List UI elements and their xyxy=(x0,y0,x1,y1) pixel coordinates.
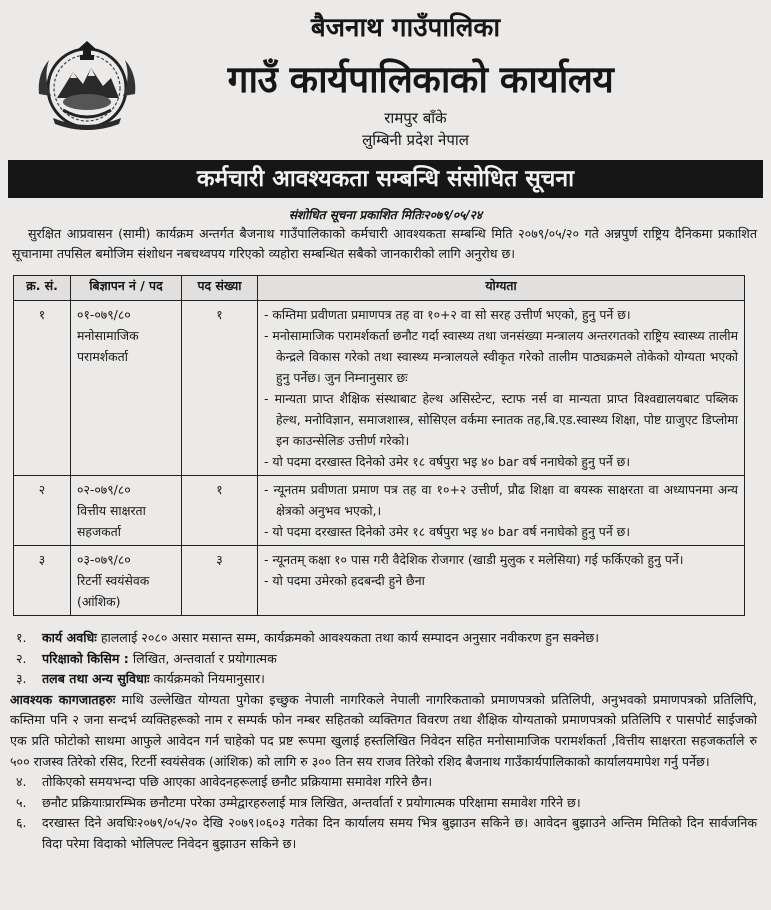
notice-title-banner xyxy=(8,160,763,198)
note-number: ६. xyxy=(16,815,27,831)
note-text: छनौट प्रक्रियाःप्रारम्भिक छनौटमा परेका उम्मेद्वारहरुलाई मात्र लिखित, अन्तर्वार्ता र प्रयोगात्मक परिक्षामा समावेश गरिने छ। xyxy=(42,794,581,810)
qualification-item: - यो पदमा दरखास्त दिनेको उमेर १८ वर्षपुरा भइ ४० bar वर्ष ननाघेको हुनु पर्ने छ। xyxy=(264,524,631,539)
note-text: दरखास्त दिने अवधिः२०७९/०५/२० देखि २०७९।०६०३ गतेका दिन कार्यालय समय भित्र बुझाउन सकिने छ। आवेदन बुझाउने अन्तिम मितिको दिन सार्वजनिक विदा परेमा विदाको भोलिपल्ट निवेदन बुझाउन सकिने छ। xyxy=(42,815,757,851)
note-text: तोकिएको समयभन्दा पछि आएका आवेदनहरूलाई छनौट प्रक्रियामा समावेश गरिने छैन। xyxy=(42,774,433,790)
municipality-name: बैजनाथ गाउँपालिका xyxy=(310,13,501,43)
note-label: कार्य अवधिः xyxy=(42,630,97,645)
row-qualification xyxy=(258,301,745,476)
vacancy-table xyxy=(13,275,745,616)
documents-label: आवश्यक कागजातहरुः xyxy=(10,691,116,707)
header-ad-post: बिज्ञापन नं / पद xyxy=(71,276,182,301)
note-number: २. xyxy=(16,650,27,666)
table-row xyxy=(14,301,745,476)
note-number: ४. xyxy=(16,774,27,790)
qualification-item: - न्यूनतम प्रवीणता प्रमाण पत्र तह वा १०+२ उत्तीर्ण, प्रौढ शिक्षा वा बयस्क साक्षरता वा अध्यापनमा अन्य क्षेत्रको अनुभव भएको,। xyxy=(264,482,738,518)
row-count: १ xyxy=(182,476,258,546)
note-text: कार्यक्रमको नियमानुसार। xyxy=(149,671,265,687)
post-name: वित्तीय साक्षरता सहजकर्ता xyxy=(77,503,146,539)
header-serial: क्र. सं. xyxy=(14,276,71,301)
qualification-item: - यो पदमा दरखास्त दिनेको उमेर १८ वर्षपुरा भइ ४० bar वर्ष ननाघेको हुनु पर्ने छ। xyxy=(264,454,631,469)
note-label: तलब तथा अन्य सुविधाः xyxy=(42,671,150,687)
note-item xyxy=(10,813,757,854)
office-province: लुम्बिनी प्रदेश नेपाल xyxy=(362,131,469,149)
row-count: ३ xyxy=(182,546,258,616)
note-item xyxy=(10,772,757,793)
row-count: १ xyxy=(182,301,258,476)
post-name: रिटर्नी स्वयंसेवक (आंशिक) xyxy=(77,573,150,609)
ad-number: ०१-०७९/८० xyxy=(77,307,131,322)
header-qualification: योग्यता xyxy=(258,276,745,301)
documents-text: माथि उल्लेखित योग्यता पुगेका इच्छुक नेपाली नागरिकले नेपाली नागरिकताको प्रमाणपत्रको प्रतिलिपी, अनुभवको प्रमाणपत्रको प्रतिलिपि, कम्तिमा पनि २ जना सन्दर्भ व्यक्तिहरूको नाम र सम्पर्क फोन नम्बर सहितको व्यक्तिगत विवरण तथा शैक्षिक योग्यताको प्रमाणपत्रको प्रतिलिपि र पासपोर्ट साईजको एक प्रति फोटोको साथमा आफुले आवेदन गर्न चाहेको पद प्रष्ट रूपमा खुलाई हस्तलिखित निवेदन सहित मनोसामाजिक परामर्शकर्ता ,वित्तीय साक्षरता सहजकर्ताले रु ५०० राजस्व तिरेको रसिद, रिटर्नी स्वयंसेवक (आंशिक) को लागि रु ३०० तिन सय राजव तिरेको रशिद बैजनाथ गाउँकार्यपालिकाको कार्यालयमापेश गर्नु पर्नेछ। xyxy=(10,691,757,769)
note-item xyxy=(10,628,757,649)
row-qualification xyxy=(258,546,745,616)
row-serial: १ xyxy=(14,301,71,476)
office-name: गाउँ कार्यपालिकाको कार्यालय xyxy=(227,58,614,101)
table-header-row xyxy=(14,276,745,301)
table-row xyxy=(14,546,745,616)
row-serial: ३ xyxy=(14,546,71,616)
header-count: पद संख्या xyxy=(182,276,258,301)
qualification-item: - मान्यता प्राप्त शैक्षिक संस्थाबाट हेल्थ असिस्टेन्ट, स्टाफ नर्स वा मान्यता प्राप्त विश्वद्यालयबाट पब्लिक हेल्थ, मनोविज्ञान, समाजशास्त्र, सोसिएल वर्कमा स्नातक तह,बि.एड.स्वास्थ्य शिक्षा, पोष्ट ग्राजुएट डिप्लोमा इन काउन्सेलिङ उत्तीर्ण गरेको। xyxy=(264,391,738,448)
note-text: लिखित, अन्तवार्ता र प्रयोगात्मक xyxy=(128,650,277,666)
post-name: मनोसामाजिक परामर्शकर्ता xyxy=(77,328,139,364)
note-item xyxy=(10,649,757,670)
row-ad-post xyxy=(71,476,182,546)
notice-notes xyxy=(10,628,757,855)
note-label: परिक्षाको किसिम : xyxy=(42,650,129,666)
note-number: १. xyxy=(16,630,27,645)
row-ad-post xyxy=(71,301,182,476)
note-number: ३. xyxy=(16,671,27,687)
documents-paragraph xyxy=(10,690,757,772)
qualification-item: - मनोसामाजिक परामर्शकर्ता छनौट गर्दा स्वास्थ्य तथा जनसंख्या मन्त्रालय अन्तरगतको राष्ट्रिय स्वास्थ्य तालीम केन्द्रले विकास गरेको तथा स्वास्थ्य मन्त्रालयले स्वीकृत गरेको तालीम पाठ्यक्रमले तोकेको योग्यता भएको हुनु पर्नेछ। जुन निम्नानुसार छः xyxy=(264,328,738,385)
row-qualification xyxy=(258,476,745,546)
ad-number: ०३-०७९/८० xyxy=(77,552,131,567)
note-item xyxy=(10,669,757,690)
note-item xyxy=(10,793,757,814)
qualification-item: - कम्तिमा प्रवीणता प्रमाणपत्र तह वा १०+२ वा सो सरह उत्तीर्ण भएको, हुनु पर्ने छ। xyxy=(264,307,631,322)
intro-paragraph: सुरक्षित आप्रवासन (सामी) कार्यक्रम अन्तर्गत बैजनाथ गाउँपालिकाको कर्मचारी आवश्यकता सम्बन्धि मिति २०७९/०५/२० गते अन्नपुर्ण राष्ट्रिय दैनिकमा प्रकाशित सूचानामा तपसिल बमोजिम संशोधन नबचथ्वपय गरिएको व्यहोरा सम्बन्धित सबैको जानकारीको लागि अनुरोध छ। xyxy=(12,226,757,261)
office-location: रामपुर बाँके xyxy=(384,109,447,127)
row-ad-post xyxy=(71,546,182,616)
qualification-item: - यो पदमा उमेरको हदबन्दी हुने छैना xyxy=(264,573,425,588)
note-number: ५. xyxy=(16,794,27,810)
published-date-line: संशोधित सूचना प्रकाशित मितिः२०७९/०५/२४ xyxy=(288,208,483,222)
ad-number: ०२-०७९/८० xyxy=(77,482,131,497)
note-text: हाललाई २०८० असार मसान्त सम्म, कार्यक्रमको आवश्यकता तथा कार्य सम्पादन अनुसार नवीकरण हुन सक्नेछ। xyxy=(96,630,600,645)
qualification-item: - न्यूनतम् कक्षा १० पास गरी वैदेशिक रोजगार (खाडी मुलुक र मलेसिया) गई फर्किएको हुनु पर्ने। xyxy=(264,552,684,567)
table-row xyxy=(14,476,745,546)
notice-title: कर्मचारी आवश्यकता सम्बन्धि संसोधित सूचना xyxy=(196,166,575,192)
row-serial: २ xyxy=(14,476,71,546)
